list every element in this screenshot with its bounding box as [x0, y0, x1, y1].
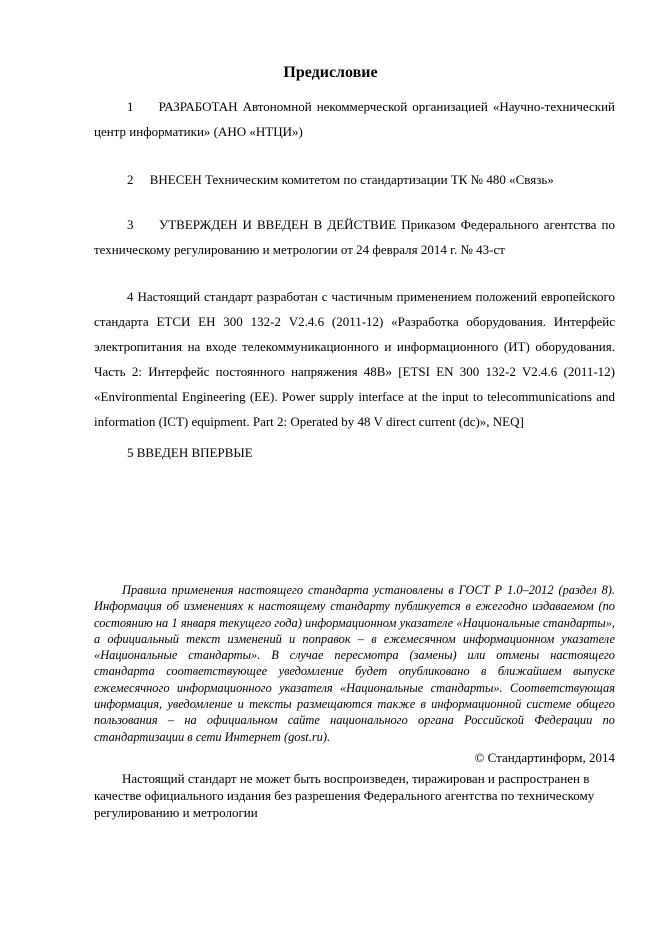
- item-text: ВВЕДЕН ВПЕРВЫЕ: [136, 445, 253, 460]
- foreword-item-3: [94, 212, 615, 262]
- item-number: 4: [127, 289, 134, 304]
- item-text: РАЗРАБОТАН Автономной некоммерческой организацией «Научно-технический центр информатики» (АНО «НТЦИ»): [94, 99, 616, 139]
- foreword-item-4: [94, 284, 615, 434]
- item-text: ВНЕСЕН Техническим комитетом по стандартизации ТК № 480 «Связь»: [149, 172, 554, 187]
- reproduction-notice: Настоящий стандарт не может быть воспроизведен, тиражирован и распространен в качестве официального издания без разрешения Федерального агентства по техническому регулированию и метрологии: [94, 771, 595, 820]
- foreword-item-5: [94, 440, 615, 465]
- page-title: Предисловие: [283, 64, 378, 81]
- item-text: Настоящий стандарт разработан с частичным применением положений европейского стандарта ЕТСИ ЕН 300 132-2 V2.4.6 (2011-12) «Разработка оборудования. Интерфейс электропитания на входе телекоммуникационного и информационного (ИТ) оборудования. Часть 2: Интерфейс постоянного напряжения 48В» [ETSI EN 300 132-2 V2.4.6 (2011-12) «Environmental Engineering (EE). Power supply interface at the input to telecommunications and information (ICT) equipment. Part 2: Operated by 48 V direct current (dc)», NEQ]: [94, 289, 615, 429]
- item-text: УТВЕРЖДЕН И ВВЕДЕН В ДЕЙСТВИЕ Приказом Федерального агентства по техническому регулированию и метрологии от 24 февраля 2014 г. № 43-ст: [94, 217, 616, 257]
- foreword-item-2: [94, 167, 615, 192]
- item-number: 1: [127, 99, 134, 114]
- item-number: 2: [127, 172, 134, 187]
- item-number: 5: [127, 445, 134, 460]
- foreword-item-1: [94, 94, 615, 144]
- copyright-line: © Стандартинформ, 2014: [474, 750, 615, 765]
- item-number: 3: [127, 217, 134, 232]
- standards-application-note: Правила применения настоящего стандарта установлены в ГОСТ Р 1.0–2012 (раздел 8). Информация об изменениях к настоящему стандарту публикуется в ежегодно издаваемом (по состоянию на 1 января текущего года) информационном указателе «Национальные стандарты», а официальный текст изменений и поправок – в ежемесячном информационном указателе «Национальные стандарты». В случае пересмотра (замены) или отмены настоящего стандарта соответствующее уведомление будет опубликовано в ближайшем выпуске ежемесячного информационного указателя «Национальные стандарты». Соответствующая информация, уведомление и тексты размещаются также в информационной системе общего пользования – на официальном сайте национального органа Российской Федерации по стандартизации в сети Интернет (gost.ru).: [94, 583, 615, 744]
